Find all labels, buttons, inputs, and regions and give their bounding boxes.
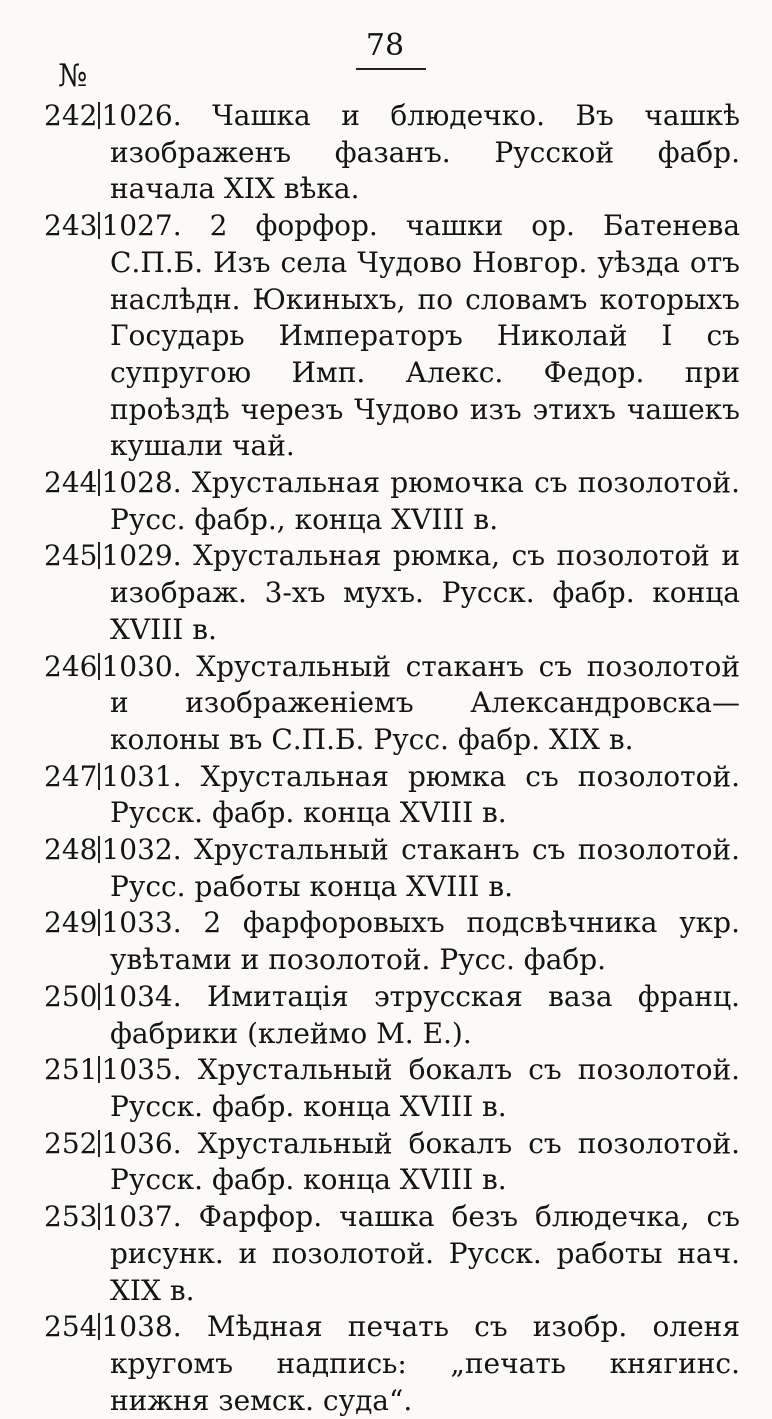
entry-number-left: 243 bbox=[44, 209, 98, 243]
entry-number-left: 246 bbox=[44, 649, 98, 683]
page-number: 78 bbox=[365, 28, 405, 63]
entry-number bbox=[44, 1310, 182, 1343]
number-separator bbox=[98, 1313, 100, 1340]
entry-number-right: 1036. bbox=[101, 1126, 182, 1160]
entry-text: Имитацiя этрусская ваза франц. фабрики (клеймо М. Е.). bbox=[110, 979, 741, 1050]
entry-number-right: 1026. bbox=[101, 99, 182, 132]
entry-number-right: 1035. bbox=[101, 1053, 182, 1087]
catalog-entry bbox=[44, 759, 740, 832]
entry-number-right: 1032. bbox=[101, 833, 182, 867]
catalog-entry bbox=[44, 1126, 740, 1199]
entry-number-right: 1027. bbox=[101, 209, 182, 243]
entry-number bbox=[44, 466, 182, 499]
entry-text: Хрустальный бокалъ съ позолотой. Русск. фабр. конца XVIII в. bbox=[110, 1053, 741, 1123]
entry-number-left: 249 bbox=[44, 906, 98, 940]
entry-number-right: 1029. bbox=[101, 539, 182, 573]
entry-number-left: 253 bbox=[44, 1200, 98, 1234]
entry-number bbox=[44, 833, 182, 866]
entry-number-left: 245 bbox=[44, 539, 98, 573]
entry-number-left: 252 bbox=[44, 1126, 98, 1160]
entry-text: Фарфор. чашка безъ блюдечка, съ рисунк. и позолотой. Русск. работы нач. XIX в. bbox=[110, 1200, 741, 1307]
catalog-entries bbox=[44, 98, 740, 1419]
entry-number bbox=[44, 99, 182, 132]
catalog-entry bbox=[44, 649, 740, 759]
entry-number-right: 1030. bbox=[101, 649, 182, 683]
entry-text: Хрустальный бокалъ съ позолотой. Русск. фабр. конца XVIII в. bbox=[110, 1126, 741, 1197]
catalog-entry bbox=[44, 905, 740, 978]
entry-number-right: 1028. bbox=[101, 466, 182, 500]
entry-text: Хрустальный стаканъ съ позолотой и изображенiемъ Александровска—колоны въ С.П.Б. Русс. фабр. XIX в. bbox=[110, 649, 741, 756]
catalog-entry bbox=[44, 1052, 740, 1125]
catalog-entry bbox=[44, 1199, 740, 1309]
entry-number-right: 1031. bbox=[101, 759, 182, 793]
entry-number bbox=[44, 760, 182, 793]
entry-number bbox=[44, 539, 182, 572]
entry-number-left: 250 bbox=[44, 979, 98, 1013]
entry-number-left: 244 bbox=[44, 466, 98, 500]
catalog-entry bbox=[44, 979, 740, 1052]
entry-number bbox=[44, 980, 182, 1013]
entry-number-left: 247 bbox=[44, 759, 98, 793]
entry-text: Чашка и блюдечко. Въ чашкѣ изображенъ фазанъ. Русской фабр. начала XIX вѣка. bbox=[110, 99, 741, 206]
catalog-entry bbox=[44, 1309, 740, 1419]
entry-number-left: 242 bbox=[44, 99, 98, 132]
catalog-entry bbox=[44, 832, 740, 905]
entry-number bbox=[44, 209, 182, 242]
entry-text: Мѣдная печать съ изобр. оленя кругомъ надпись: „печать княгинс. нижня земск. суда“. bbox=[110, 1310, 740, 1417]
entry-number bbox=[44, 650, 182, 683]
entry-text: Хрустальный стаканъ съ позолотой. Русс. работы конца XVIII в. bbox=[110, 833, 740, 903]
entry-number-left: 254 bbox=[44, 1310, 98, 1344]
number-column-mark: № bbox=[58, 58, 88, 94]
entry-number-right: 1033. bbox=[101, 906, 182, 940]
entry-number bbox=[44, 1053, 182, 1086]
catalog-entry bbox=[44, 208, 740, 465]
catalog-entry bbox=[44, 98, 740, 208]
entry-number bbox=[44, 1127, 182, 1160]
entry-text: 2 фарфоровыхъ подсвѣчника укр. увѣтами и позолотой. Русс. фабр. bbox=[110, 906, 740, 977]
entry-number-right: 1038. bbox=[101, 1310, 182, 1344]
entry-number-left: 251 bbox=[44, 1053, 98, 1087]
entry-text: 2 форфор. чашки ор. Батенева С.П.Б. Изъ села Чудово Новгор. уѣзда отъ наслѣдн. Юкиныхъ, по словамъ которыхъ Государь Императоръ Николай I съ супругою Имп. Алекс. Федор. при проѣздѣ черезъ Чудово изъ этихъ чашекъ кушали чай. bbox=[110, 209, 741, 463]
entry-number bbox=[44, 1200, 182, 1233]
entry-number-right: 1034. bbox=[101, 979, 182, 1013]
entry-text: Хрустальная рюмка, съ позолотой и изображ. 3-хъ мухъ. Русск. фабр. конца XVIII в. bbox=[110, 539, 740, 646]
catalog-entry bbox=[44, 465, 740, 538]
entry-text: Хрустальная рюмочка съ позолотой. Русс. фабр., конца XVIII в. bbox=[110, 466, 740, 536]
page-number-rule bbox=[356, 68, 426, 70]
entry-number-left: 248 bbox=[44, 833, 98, 867]
catalog-entry bbox=[44, 538, 740, 648]
entry-number bbox=[44, 906, 182, 939]
entry-number-right: 1037. bbox=[101, 1200, 182, 1234]
entry-text: Хрустальная рюмка съ позолотой. Русск. фабр. конца XVIII в. bbox=[110, 759, 741, 830]
